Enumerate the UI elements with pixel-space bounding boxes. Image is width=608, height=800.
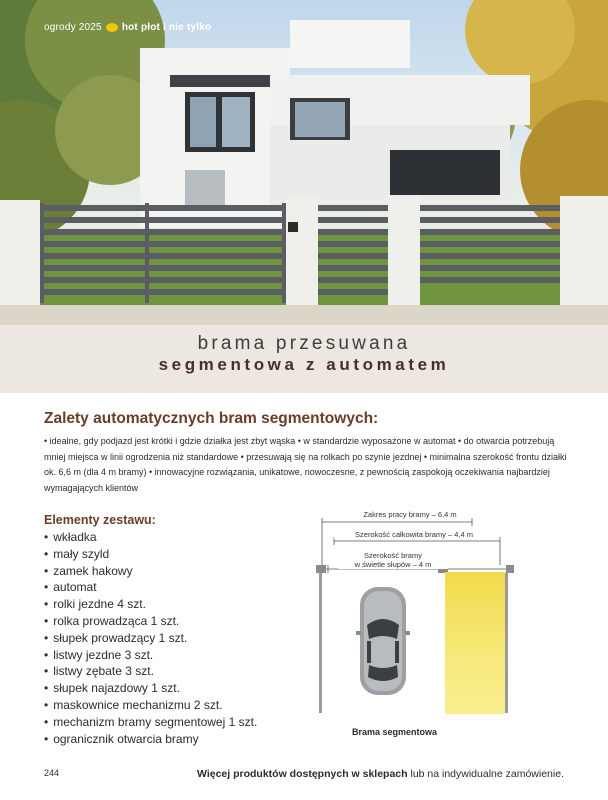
page-number: 244 [44, 768, 60, 778]
diagram-caption: Brama segmentowa [352, 727, 438, 737]
list-item: • automat [44, 579, 257, 596]
car-icon [356, 587, 410, 695]
dimension-clear-width [338, 551, 448, 569]
page-title-line1: brama przesuwana [197, 333, 411, 354]
list-item: • słupek najazdowy 1 szt. [44, 680, 257, 697]
list-item: • zamek hakowy [44, 563, 257, 580]
list-item: • ogranicznik otwarcia bramy [44, 731, 257, 748]
advantages-text: • idealne, gdy podjazd jest krótki i gdzie działka jest zbyt wąska • w standardzie wyposażone w automat • do otwarcia potrzebują mniej miejsca w linii ogrodzenia niż standardowe • przesuwają się na rolkach po szynie jezdnej • minimalna szerokość frontu działki ok. 6,6 m (dla 4 m bramy) • innowacyjne rozwiązania, unikatowe, nowoczesne, z pewnością zaspokoją oczekiwania najbardziej wymagających klientów [44, 436, 567, 493]
list-item: • listwy jezdne 3 szt. [44, 647, 257, 664]
section-tag [44, 22, 211, 33]
page-title-line2: segmentowa z automatem [158, 355, 450, 374]
house-gate-illustration [0, 0, 608, 330]
section-tag-label: ogrody 2025 [44, 22, 102, 33]
list-item: • maskownice mechanizmu 2 szt. [44, 697, 257, 714]
advantages-heading: Zalety automatycznych bram segmentowych: [44, 410, 379, 427]
list-item: • mały szyld [44, 546, 257, 563]
list-item: • rolki jezdne 4 szt. [44, 596, 257, 613]
footer-note [197, 768, 564, 780]
yellow-dot-icon [106, 23, 118, 32]
footer-note-rest: lub na indywidualne zamówienie. [407, 768, 564, 780]
section-tag-suffix: hot płot i nie tylko [121, 22, 212, 33]
gate-diagram [312, 505, 532, 745]
dimension-clear-width-line1: Szerokość bramy [364, 551, 422, 560]
list-item: • mechanizm bramy segmentowej 1 szt. [44, 714, 257, 731]
components-heading: Elementy zestawu: [44, 513, 156, 527]
dimension-total-width: Szerokość całkowita bramy – 4,4 m [334, 530, 494, 539]
components-list [44, 529, 257, 747]
dimension-clear-width-line2: w świetle słupów – 4 m [354, 560, 432, 569]
list-item: • rolka prowadząca 1 szt. [44, 613, 257, 630]
footer-note-bold: Więcej produktów dostępnych w sklepach [197, 768, 408, 780]
hero-photo [0, 0, 608, 330]
list-item: • słupek prowadzący 1 szt. [44, 630, 257, 647]
list-item: • wkładka [44, 529, 257, 546]
dimension-work-range: Zakres pracy bramy – 6,4 m [350, 510, 470, 519]
list-item: • listwy zębate 3 szt. [44, 663, 257, 680]
gate-plan-drawing [312, 505, 532, 745]
